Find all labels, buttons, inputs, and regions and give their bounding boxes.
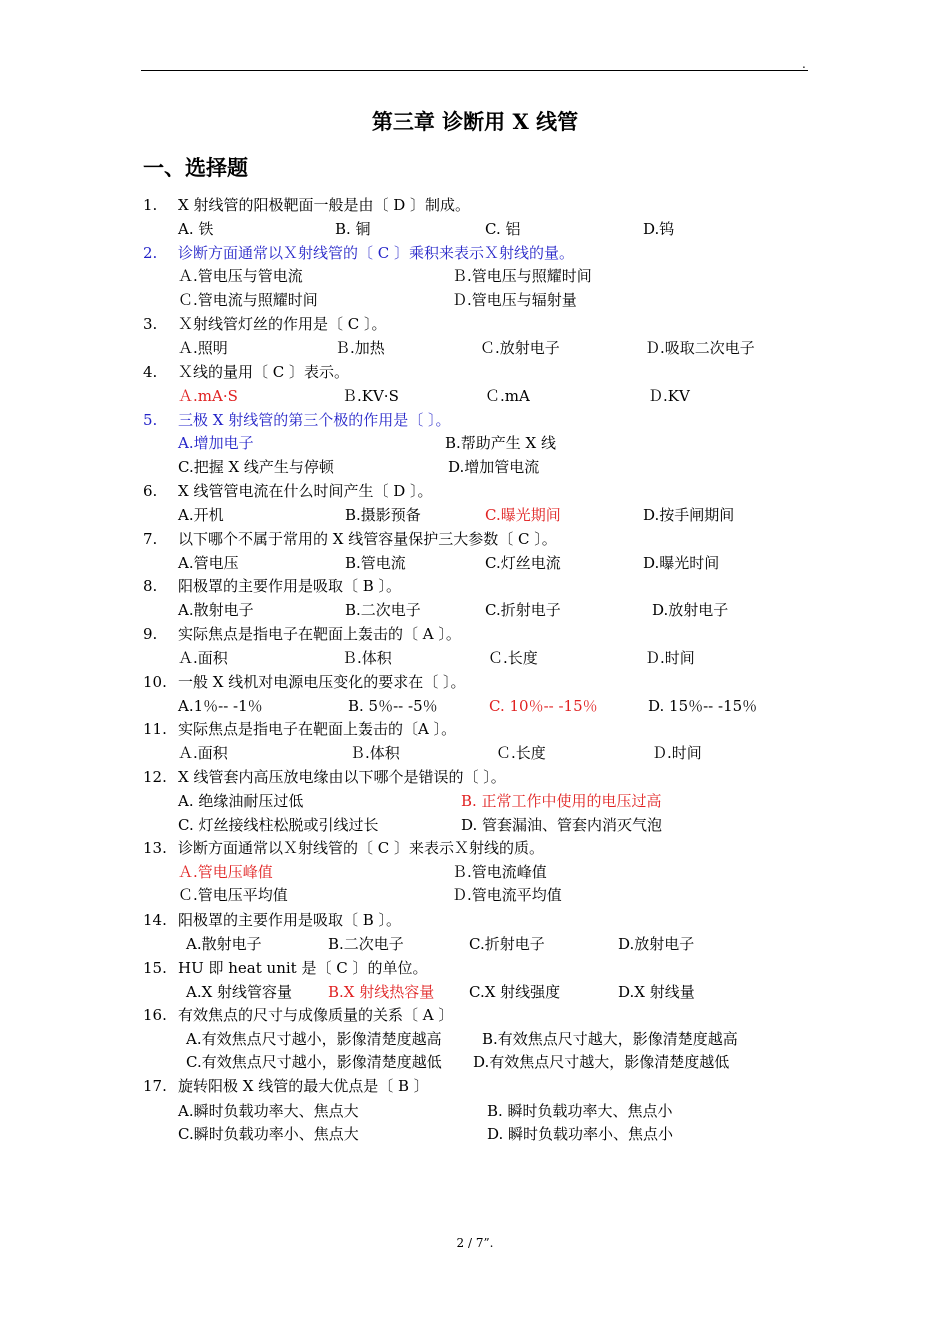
option-d: D.曝光时间 xyxy=(643,554,720,572)
option-a-answer: A.增加电子 xyxy=(178,434,254,452)
question-text: 以下哪个不属于常用的 X 线管容量保护三大参数〔 C 〕。 xyxy=(178,530,557,548)
question-number: 3. xyxy=(143,315,158,333)
option-d: D. 瞬时负载功率小、焦点小 xyxy=(487,1125,674,1143)
question-text: X 射线管的阳极靶面一般是由〔 D 〕制成。 xyxy=(178,196,471,214)
option-a: A. 绝缘油耐压过低 xyxy=(178,792,304,810)
option-b: Ｂ.体积 xyxy=(350,744,400,762)
question-number: 9. xyxy=(143,625,158,643)
option-b: Ｂ.管电压与照耀时间 xyxy=(452,267,592,285)
option-c: Ｃ.mA xyxy=(485,387,530,405)
option-b: Ｂ.管电流峰值 xyxy=(452,863,547,881)
question-number: 13. xyxy=(143,839,167,857)
question-text: 阳极罩的主要作用是吸取〔 B 〕。 xyxy=(178,577,402,595)
header-mark: . xyxy=(802,57,806,71)
option-c: Ｃ.长度 xyxy=(496,744,546,762)
question-number: 16. xyxy=(143,1006,167,1024)
option-a: A. 铁 xyxy=(178,220,214,238)
question-text: 诊断方面通常以Ｘ射线管的〔 C 〕乘积来表示Ｘ射线的量。 xyxy=(178,244,575,262)
option-a: A.有效焦点尺寸越小，影像清楚度越高 xyxy=(186,1030,442,1048)
option-d: D. 管套漏油、管套内消灭气泡 xyxy=(461,816,663,834)
question-text: X 线管管电流在什么时间产生〔 D 〕。 xyxy=(178,482,433,500)
question-number: 6. xyxy=(143,482,158,500)
option-c: Ｃ.管电流与照耀时间 xyxy=(178,291,318,309)
question-text: HU 即 heat unit 是〔 C 〕的单位。 xyxy=(178,959,428,977)
question-number: 17. xyxy=(143,1077,167,1095)
option-c: Ｃ.管电压平均值 xyxy=(178,886,288,904)
option-c: C.X 射线强度 xyxy=(469,983,561,1001)
option-b: B.二次电子 xyxy=(328,935,404,953)
option-d: D.放射电子 xyxy=(618,935,695,953)
question-number: 5. xyxy=(143,411,158,429)
option-c: C.折射电子 xyxy=(485,601,561,619)
question-number: 11. xyxy=(143,720,167,738)
option-a: A.1％-- -1％ xyxy=(178,697,263,715)
option-d: Ｄ.时间 xyxy=(645,649,695,667)
option-c-answer: C.曝光期间 xyxy=(485,506,561,524)
question-number: 1. xyxy=(143,196,158,214)
option-c: C. 灯丝接线柱松脱或引线过长 xyxy=(178,816,379,834)
option-a: A.散射电子 xyxy=(186,935,262,953)
option-b: B.管电流 xyxy=(345,554,406,572)
option-c: C. 铝 xyxy=(485,220,521,238)
question-text: 三极 X 射线管的第三个极的作用是〔 〕。 xyxy=(178,411,451,429)
option-d: Ｄ.KV xyxy=(648,387,690,405)
option-a: Ａ.照明 xyxy=(178,339,228,357)
header-rule xyxy=(141,70,808,71)
question-number: 10. xyxy=(143,673,167,691)
option-d: Ｄ.管电流平均值 xyxy=(452,886,562,904)
option-b: B. 瞬时负载功率大、焦点小 xyxy=(487,1102,673,1120)
page-number: 2 / 7”. xyxy=(456,1236,494,1250)
option-d: D.X 射线量 xyxy=(618,983,695,1001)
question-text: 有效焦点的尺寸与成像质量的关系〔 A 〕 xyxy=(178,1006,454,1024)
question-number: 12. xyxy=(143,768,167,786)
option-a: A.散射电子 xyxy=(178,601,254,619)
option-c-answer: C. 10％-- -15％ xyxy=(489,697,598,715)
option-b: B.帮助产生 X 线 xyxy=(445,434,557,452)
option-a: A.瞬时负载功率大、焦点大 xyxy=(178,1102,359,1120)
option-b: B.有效焦点尺寸越大，影像清楚度越高 xyxy=(482,1030,738,1048)
question-text: Ｘ线的量用〔 C 〕表示。 xyxy=(178,363,350,381)
option-b-answer: B.X 射线热容量 xyxy=(328,983,435,1001)
question-number: 7. xyxy=(143,530,158,548)
option-a: A.开机 xyxy=(178,506,224,524)
question-number: 8. xyxy=(143,577,158,595)
option-a: Ａ.面积 xyxy=(178,744,228,762)
question-text: 旋转阳极 X 线管的最大优点是〔 B 〕 xyxy=(178,1077,429,1095)
option-d: D.钨 xyxy=(643,220,675,238)
question-number: 4. xyxy=(143,363,158,381)
question-number: 2. xyxy=(143,244,158,262)
option-b: B.二次电子 xyxy=(345,601,421,619)
question-text: 实际焦点是指电子在靶面上轰击的〔A 〕。 xyxy=(178,720,457,738)
option-b: Ｂ.KV·S xyxy=(342,387,399,405)
question-text: 实际焦点是指电子在靶面上轰击的〔 A 〕。 xyxy=(178,625,461,643)
option-d: D.放射电子 xyxy=(652,601,729,619)
option-d: Ｄ.吸取二次电子 xyxy=(645,339,755,357)
option-d: D.有效焦点尺寸越大，影像清楚度越低 xyxy=(473,1053,730,1071)
option-b: Ｂ.体积 xyxy=(342,649,392,667)
question-text: 阳极罩的主要作用是吸取〔 B 〕。 xyxy=(178,911,402,929)
question-number: 14. xyxy=(143,911,167,929)
question-text: 一般 X 线机对电源电压变化的要求在〔 〕。 xyxy=(178,673,466,691)
option-c: Ｃ.放射电子 xyxy=(480,339,560,357)
option-d: Ｄ.时间 xyxy=(652,744,702,762)
option-b: B. 5％-- -5％ xyxy=(348,697,438,715)
question-text: X 线管套内高压放电缘由以下哪个是错误的〔 〕。 xyxy=(178,768,506,786)
option-a: Ａ.管电压与管电流 xyxy=(178,267,303,285)
option-b: B.摄影预备 xyxy=(345,506,421,524)
option-a: A.X 射线管容量 xyxy=(186,983,293,1001)
option-b: Ｂ.加热 xyxy=(335,339,385,357)
question-text: 诊断方面通常以Ｘ射线管的〔 C 〕来表示Ｘ射线的质。 xyxy=(178,839,545,857)
option-a-answer: Ａ.mA·S xyxy=(178,387,238,405)
option-b: B. 铜 xyxy=(335,220,371,238)
option-d: D.增加管电流 xyxy=(448,458,540,476)
option-c: C.有效焦点尺寸越小，影像清楚度越低 xyxy=(186,1053,442,1071)
option-b-answer: B. 正常工作中使用的电压过高 xyxy=(461,792,662,810)
option-d: Ｄ.管电压与辐射量 xyxy=(452,291,577,309)
section-heading: 一、选择题 xyxy=(143,155,248,180)
question-number: 15. xyxy=(143,959,167,977)
option-c: C.把握 X 线产生与停顿 xyxy=(178,458,334,476)
option-d: D. 15％-- -15％ xyxy=(648,697,758,715)
option-c: C.瞬时负载功率小、焦点大 xyxy=(178,1125,359,1143)
option-a: A.管电压 xyxy=(178,554,239,572)
option-c: C.折射电子 xyxy=(469,935,545,953)
option-c: Ｃ.长度 xyxy=(488,649,538,667)
option-c: C.灯丝电流 xyxy=(485,554,561,572)
option-a: Ａ.面积 xyxy=(178,649,228,667)
question-text: Ｘ射线管灯丝的作用是〔 C 〕。 xyxy=(178,315,387,333)
chapter-title: 第三章 诊断用 X 线管 xyxy=(371,109,579,134)
option-d: D.按手闸期间 xyxy=(643,506,735,524)
option-a-answer: Ａ.管电压峰值 xyxy=(178,863,273,881)
